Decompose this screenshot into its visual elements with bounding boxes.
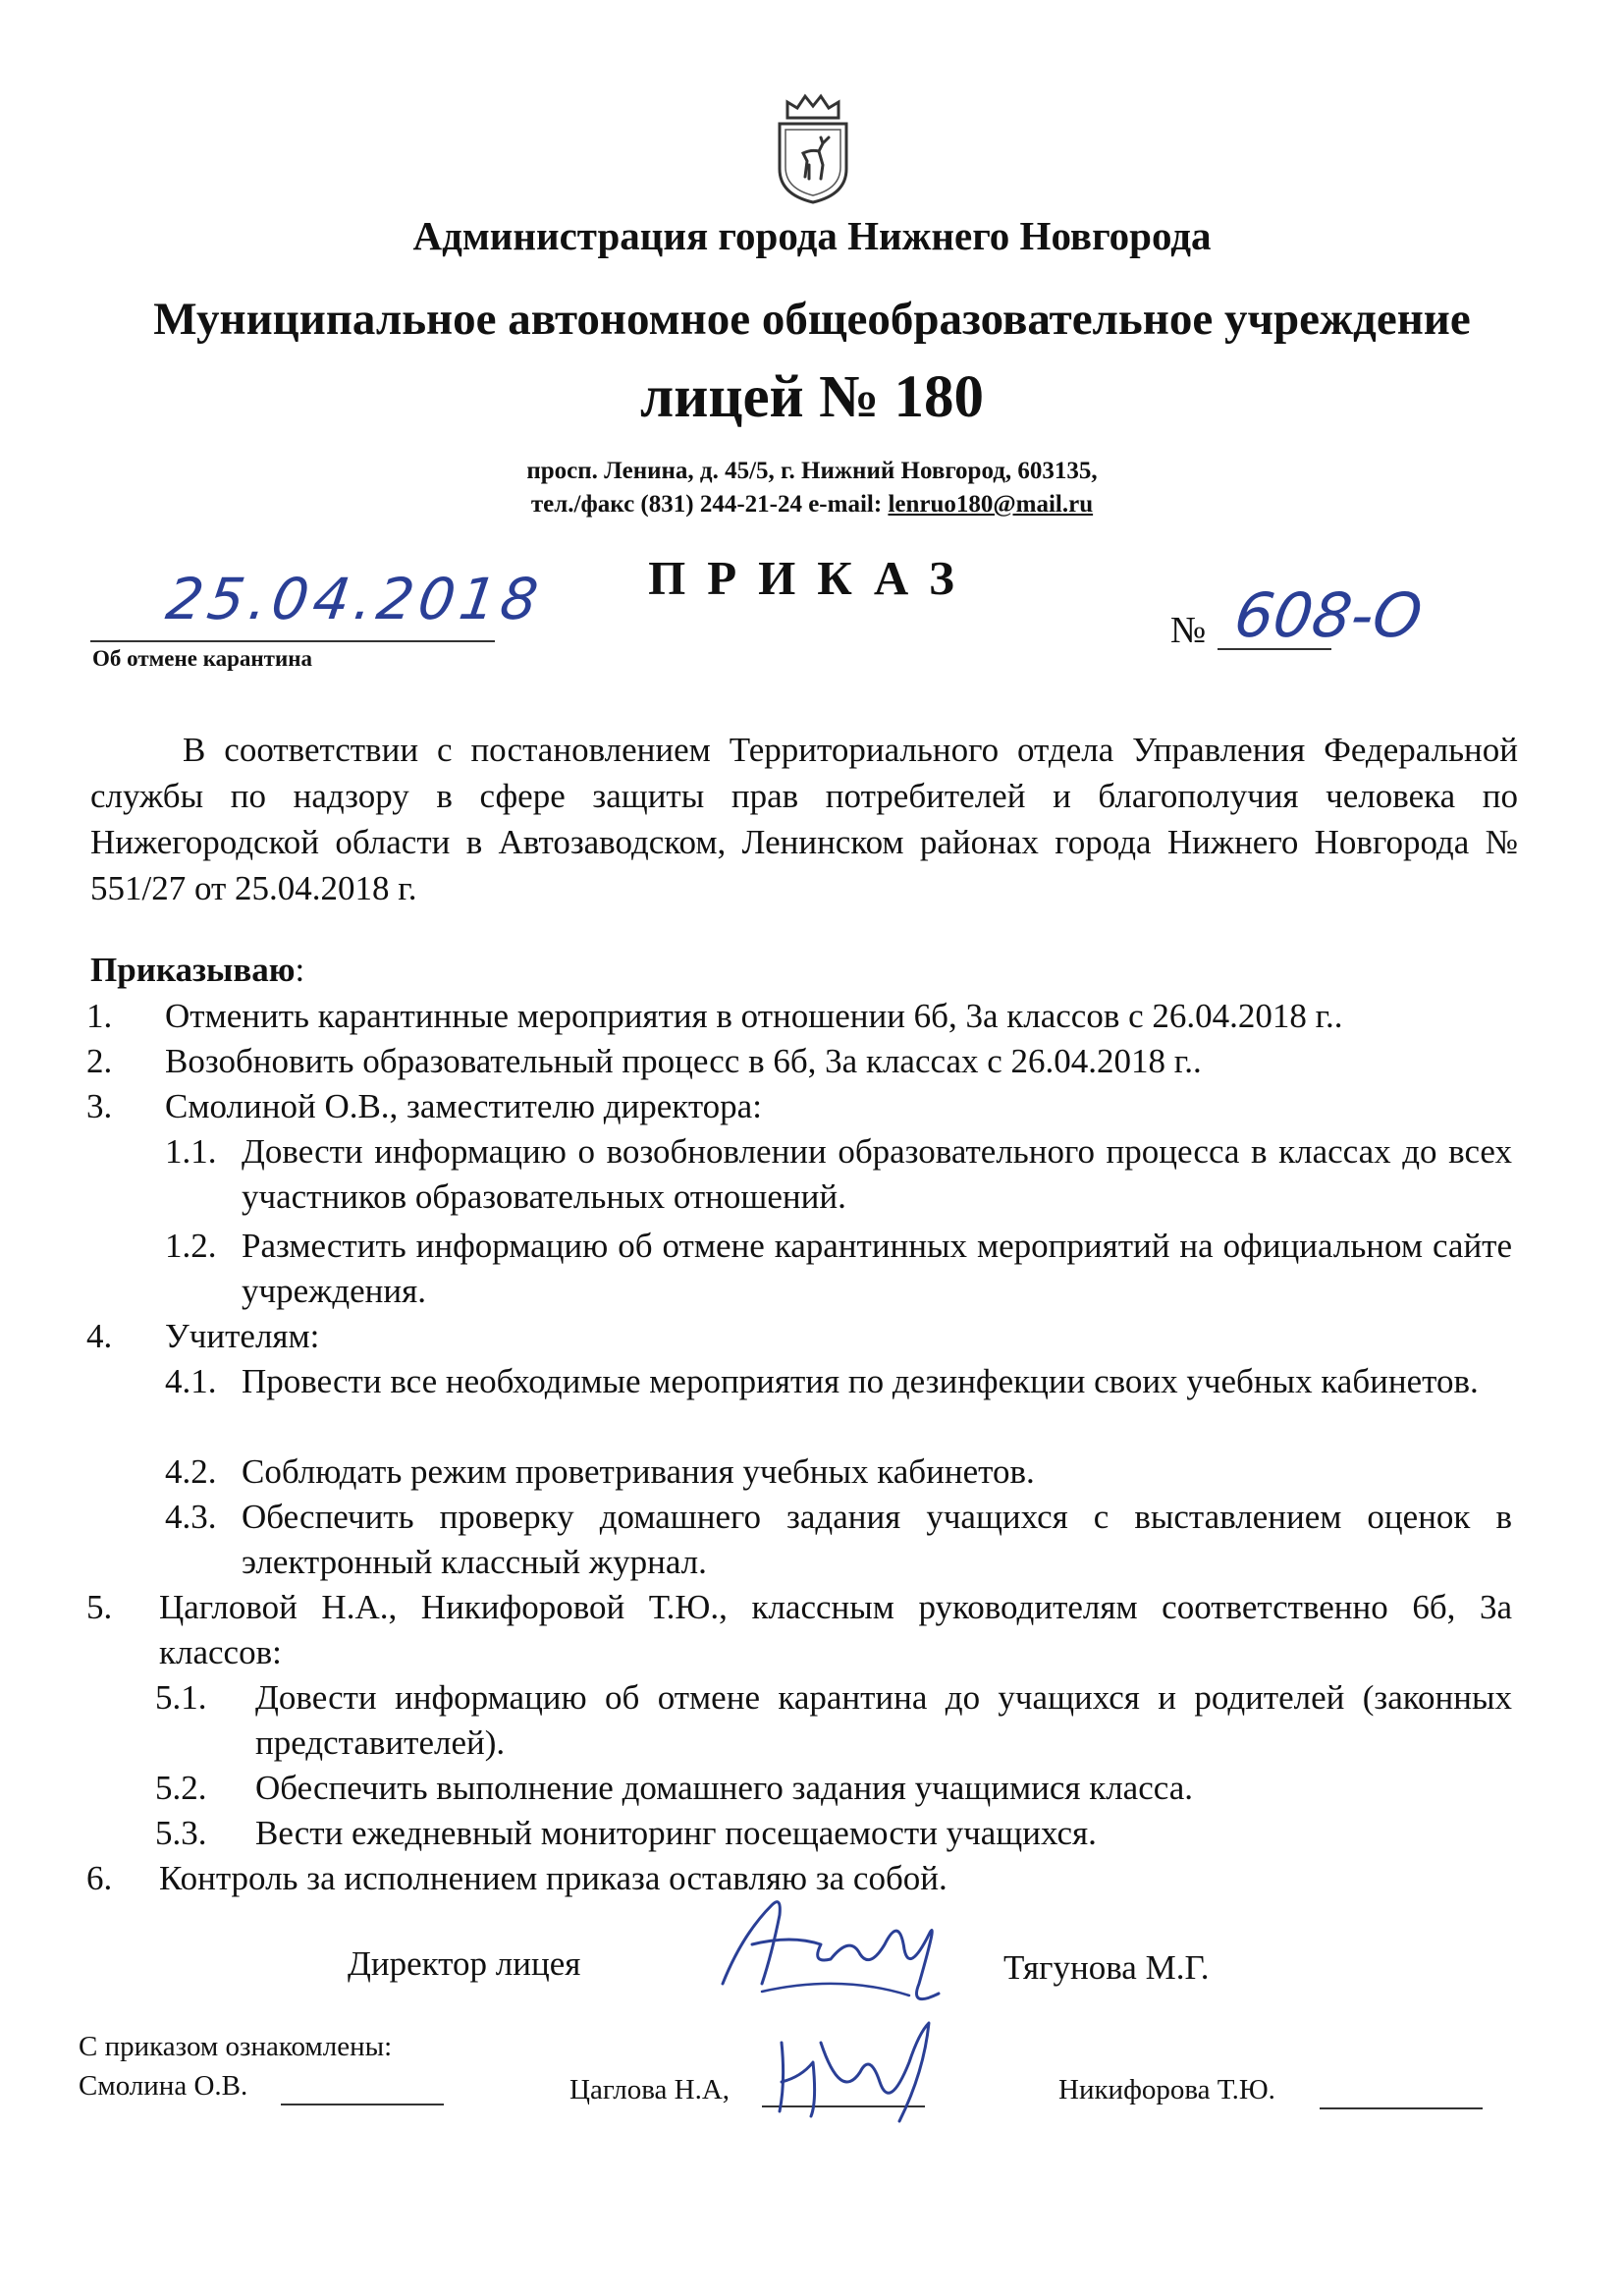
phone-text: тел./факс (831) 244-21-24 e-mail: [530, 491, 889, 518]
number-underline [1218, 648, 1331, 650]
signature-name: Тягунова М.Г. [1003, 1948, 1210, 1987]
acknowledgement-title: С приказом ознакомлены: [79, 2031, 393, 2062]
email-link[interactable]: lenruo180@mail.ru [888, 491, 1094, 518]
handwritten-date: 25.04.2018 [162, 566, 547, 632]
item-text: Довести информацию об отмене карантина до учащихся и родителей (законных представителей). [255, 1678, 1512, 1762]
item-number: 4. [86, 1317, 113, 1355]
directive-heading [90, 947, 304, 993]
item-text: Смолиной О.В., заместителю директора: [165, 1087, 762, 1125]
item-text: Отменить карантинные мероприятия в отношении 6б, 3а классов с 26.04.2018 г.. [165, 997, 1343, 1035]
acknowledgement-person-1: Смолина О.В. [79, 2070, 248, 2102]
address-line: просп. Ленина, д. 45/5, г. Нижний Новгород, 603135, [526, 458, 1098, 484]
acknowledgement-person-3: Никифорова Т.Ю. [1058, 2074, 1275, 2105]
coat-of-arms-icon [766, 88, 860, 206]
acknowledgement-person-2: Цаглова Н.А, [569, 2074, 731, 2105]
item-number: 5.2. [155, 1769, 207, 1807]
item-text: Провести все необходимые мероприятия по дезинфекции своих учебных кабинетов. [242, 1362, 1479, 1400]
order-subject: Об отмене карантина [92, 646, 312, 671]
lyceum-heading: лицей № 180 [639, 364, 985, 430]
signature-line [281, 2104, 444, 2105]
item-number: 6. [86, 1859, 113, 1897]
item-number: 2. [86, 1042, 113, 1080]
institution-heading: Муниципальное автономное общеобразовательное учреждение [153, 294, 1471, 345]
item-text: Возобновить образовательный процесс в 6б, 3а классах с 26.04.2018 г.. [165, 1042, 1202, 1080]
item-text: Вести ежедневный мониторинг посещаемости учащихся. [255, 1814, 1097, 1852]
administration-heading: Администрация города Нижнего Новгорода [412, 213, 1212, 258]
item-number: 5.3. [155, 1814, 207, 1852]
item-text: Учителям: [165, 1317, 320, 1355]
item-number: 4.3. [165, 1498, 217, 1536]
item-number: 1.1. [165, 1132, 217, 1171]
item-number: 4.2. [165, 1452, 217, 1491]
contact-line [0, 491, 1624, 519]
date-underline [90, 640, 495, 642]
item-text: Цагловой Н.А., Никифоровой Т.Ю., классным руководителям соответственно 6б, 3а классов: [159, 1588, 1512, 1671]
order-title: ПРИКАЗ [648, 551, 976, 605]
item-number: 1.2. [165, 1227, 217, 1265]
director-signature [703, 1876, 958, 2013]
item-number: 4.1. [165, 1362, 217, 1400]
item-text: Довести информацию о возобновлении образовательного процесса в классах до всех участников образовательных отношений. [242, 1132, 1512, 1216]
item-number: 5.1. [155, 1678, 207, 1717]
tsaglova-signature [762, 2003, 958, 2141]
item-text: Соблюдать режим проветривания учебных кабинетов. [242, 1452, 1035, 1491]
item-text: Обеспечить выполнение домашнего задания учащимися класса. [255, 1769, 1193, 1807]
number-sign: № [1170, 610, 1207, 651]
intro-paragraph: В соответствии с постановлением Территориального отдела Управления Федеральной службы по надзору в сфере защиты прав потребителей и благополучия человека по Нижегородской области в Автозаводском, Ленинском районах города Нижнего Новгорода № 551/27 от 25.04.2018 г. [90, 731, 1518, 907]
item-number: 3. [86, 1087, 113, 1125]
signature-line [1320, 2107, 1483, 2109]
directive-colon: : [295, 951, 305, 989]
signature-title: Директор лицея [348, 1944, 581, 1983]
item-number: 5. [86, 1588, 113, 1626]
handwritten-number: 608-О [1229, 579, 1427, 651]
item-number: 1. [86, 997, 113, 1035]
directive-word: Приказываю [90, 951, 296, 989]
item-text: Контроль за исполнением приказа оставляю за собой. [159, 1859, 947, 1897]
item-text: Разместить информацию об отмене карантинных мероприятий на официальном сайте учреждения. [242, 1227, 1512, 1310]
item-text: Обеспечить проверку домашнего задания учащихся с выставлением оценок в электронный классный журнал. [242, 1498, 1512, 1581]
